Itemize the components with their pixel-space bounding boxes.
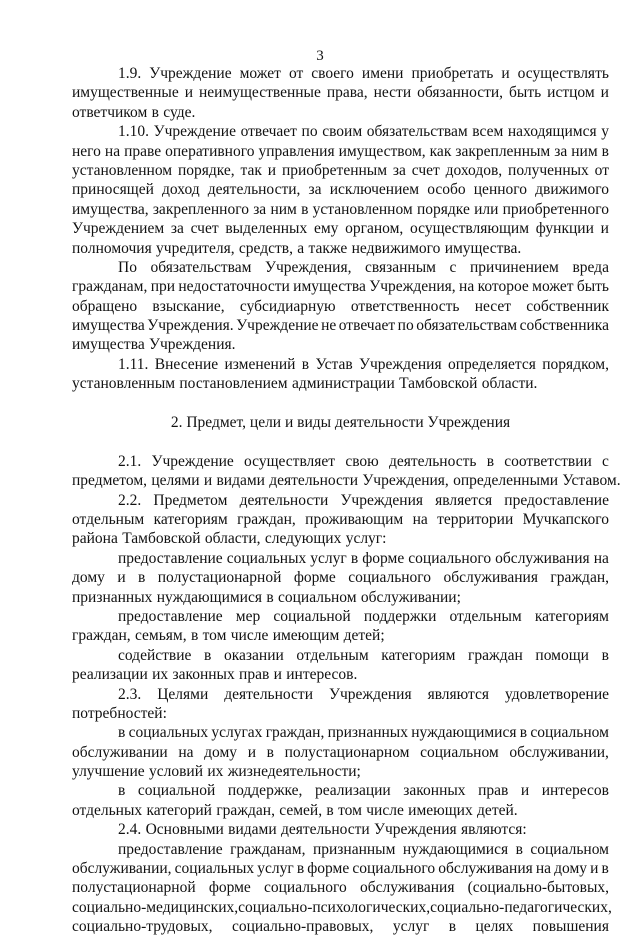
- paragraph: [72, 820, 609, 839]
- text-line: установленным постановлением администрации Тамбовской области.: [72, 375, 538, 393]
- text-line: 1.11. Внесение изменений в Устав Учреждения определяется порядком,: [118, 355, 609, 373]
- text-line: 2.3. Целями деятельности Учреждения являются удовлетворение: [118, 685, 609, 703]
- paragraph: [72, 258, 609, 355]
- document-body: [72, 64, 621, 937]
- text-line: имущества Учреждения. Учреждение не отвечает по обязательствам собственника: [72, 317, 609, 335]
- text-line: потребностей:: [72, 704, 167, 722]
- text-line: 2.4. Основными видами деятельности Учреждения являются:: [118, 821, 527, 839]
- text-line: социально-трудовых, социально-правовых, услуг в целях повышения: [72, 918, 609, 936]
- text-line: 2.2. Предметом деятельности Учреждения является предоставление: [118, 491, 609, 509]
- paragraph: [72, 491, 609, 549]
- text-line: предоставление гражданам, признанным нуждающимися в социальном: [118, 840, 609, 858]
- text-line: граждан, семьям, в том числе имеющим детей;: [72, 627, 385, 645]
- section-heading: 2. Предмет, цели и виды деятельности Учреждения: [170, 414, 511, 432]
- paragraph: [72, 781, 609, 820]
- text-line: приносящей доход деятельности, за исключением особо ценного движимого: [72, 181, 609, 199]
- text-line: обращено взыскание, субсидиарную ответственность несет собственник: [72, 297, 609, 315]
- text-line: Учреждением за счет выделенных ему органом, осуществляющим функции и: [72, 220, 609, 238]
- text-line: предоставление социальных услуг в форме социального обслуживания на: [118, 549, 609, 567]
- paragraph: [72, 452, 621, 491]
- text-line: обслуживании, социальных услуг в форме социального обслуживания на дому и в: [72, 860, 609, 878]
- text-line: признанных нуждающимися в социальном обслуживании;: [72, 588, 461, 606]
- text-line: отдельных категорий граждан, семей, в том числе имеющих детей.: [72, 801, 518, 819]
- text-line: реализации их законных прав и интересов.: [72, 666, 358, 684]
- text-line: имущества, закрепленного за ним в установленном порядке или приобретенного: [72, 200, 609, 218]
- text-line: установленном порядке, так и приобретенным за счет доходов, полученных от: [72, 161, 609, 179]
- blank-line: [72, 432, 609, 451]
- paragraph: [72, 549, 609, 607]
- text-line: социально-медицинских, социально-психологических, социально-педагогических,: [72, 898, 612, 916]
- paragraph: [72, 685, 609, 724]
- text-line: 1.10. Учреждение отвечает по своим обязательствам всем находящимся у: [118, 123, 609, 141]
- text-line: отдельным категориям граждан, проживающим на территории Мучкапского: [72, 510, 609, 528]
- text-line: дому и в полустационарной форме социального обслуживания граждан,: [72, 569, 609, 587]
- text-line: улучшение условий их жизнедеятельности;: [72, 763, 361, 781]
- text-line: 1.9. Учреждение может от своего имени приобретать и осуществлять: [118, 65, 609, 82]
- text-line: предоставление мер социальной поддержки отдельным категориям: [118, 607, 609, 625]
- text-line: имущественные и неимущественные права, нести обязанности, быть истцом и: [72, 84, 609, 102]
- text-line: полномочия учредителя, средств, а также недвижимого имущества.: [72, 239, 522, 257]
- text-line: полустационарной форме социального обслуживания (социально-бытовых,: [72, 879, 609, 897]
- text-line: По обязательствам Учреждения, связанным с причинением вреда: [118, 258, 609, 276]
- paragraph: [72, 122, 609, 258]
- paragraph: [72, 723, 609, 781]
- text-line: района Тамбовской области, следующих услуг:: [72, 530, 387, 548]
- paragraph: [72, 607, 609, 646]
- page-number: 3: [316, 48, 324, 64]
- paragraph: [72, 646, 609, 685]
- text-line: ответчиком в суде.: [72, 103, 196, 121]
- text-line: в социальной поддержке, реализации законных прав и интересов: [118, 782, 609, 800]
- blank-line: [72, 394, 609, 413]
- text-line: гражданам, при недостаточности имущества Учреждения, на которое может быть: [72, 278, 609, 296]
- text-line: него на праве оперативного управления имуществом, как закрепленным за ним в: [72, 142, 609, 160]
- text-line: содействие в оказании отдельным категориям граждан помощи в: [118, 646, 609, 664]
- text-line: 2.1. Учреждение осуществляет свою деятельность в соответствии с: [118, 452, 609, 470]
- text-line: предметом, целями и видами деятельности Учреждения, определенными Уставом.: [72, 472, 621, 490]
- text-line: обслуживании на дому и в полустационарном социальном обслуживании,: [72, 743, 609, 761]
- text-line: имущества Учреждения.: [72, 336, 236, 354]
- paragraph: [72, 840, 612, 937]
- paragraph: [72, 64, 609, 122]
- paragraph: [72, 355, 609, 394]
- text-line: в социальных услугах граждан, признанных нуждающимися в социальном: [118, 724, 609, 742]
